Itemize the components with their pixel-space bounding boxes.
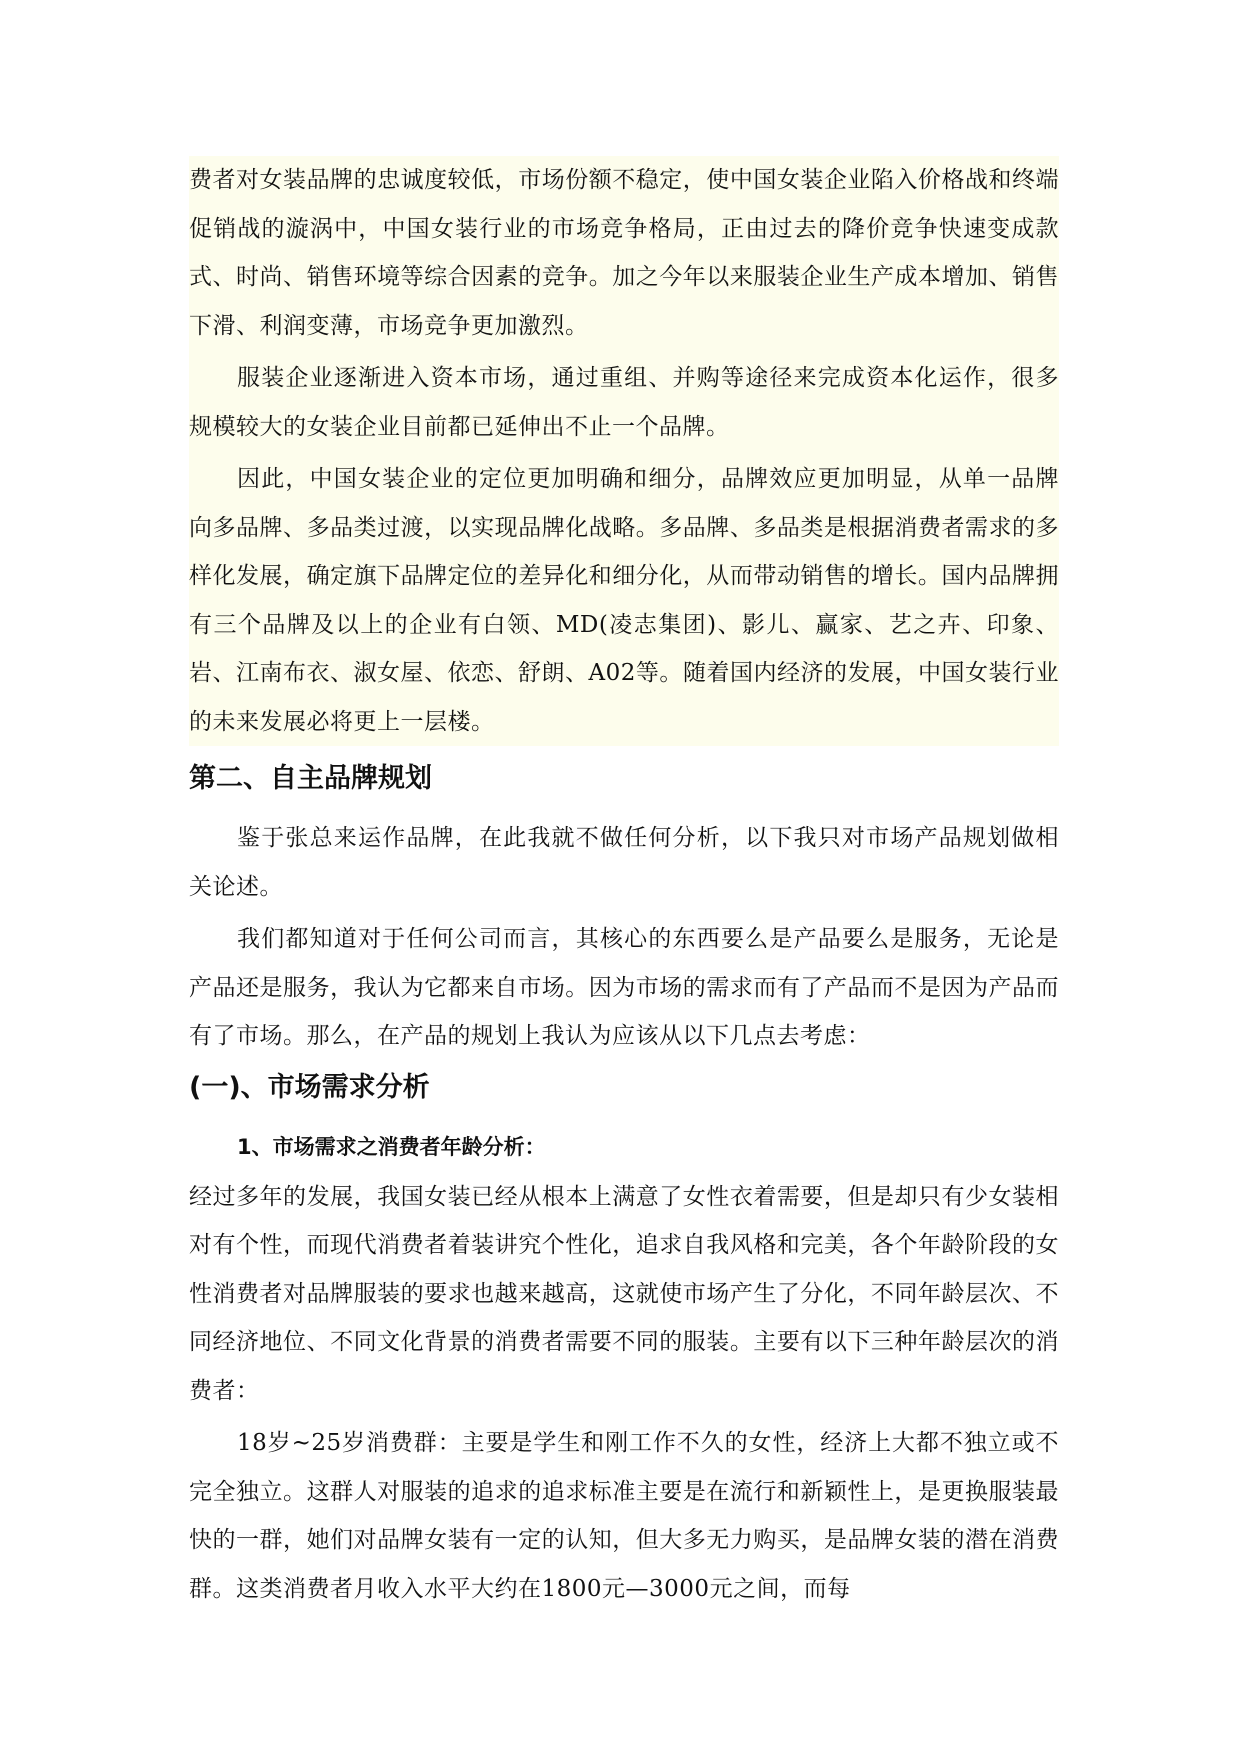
body-paragraph: 因此，中国女装企业的定位更加明确和细分，品牌效应更加明显，从单一品牌向多品牌、多品类过渡，以实现品牌化战略。多品牌、多品类是根据消费者需求的多样化发展，确定旗下品牌定位的差异化和细分化，从而带动销售的增长。国内品牌拥有三个品牌及以上的企业有白领、MD(凌志集团)、影儿、赢家、艺之卉、印象、岩、江南布衣、淑女屋、依恋、舒朗、A02等。随着国内经济的发展，中国女装行业的未来发展必将更上一层楼。 — [189, 466, 1059, 735]
subsection-heading: (一)、市场需求分析 — [189, 1071, 430, 1103]
highlighted-block — [189, 156, 1059, 746]
body-paragraph: 我们都知道对于任何公司而言，其核心的东西要么是产品要么是服务，无论是产品还是服务，我认为它都来自市场。因为市场的需求而有了产品而不是因为产品而有了市场。那么，在产品的规划上我认为应该从以下几点去考虑： — [189, 926, 1059, 1049]
item-heading: 1、市场需求之消费者年龄分析： — [237, 1134, 546, 1159]
body-paragraph: 费者对女装品牌的忠诚度较低，市场份额不稳定，使中国女装企业陷入价格战和终端促销战的漩涡中，中国女装行业的市场竞争格局，正由过去的降价竞争快速变成款式、时尚、销售环境等综合因素的竞争。加之今年以来服装企业生产成本增加、销售下滑、利润变薄，市场竞争更加激烈。 — [189, 167, 1059, 339]
body-paragraph: 经过多年的发展，我国女装已经从根本上满意了女性衣着需要，但是却只有少女装相对有个性，而现代消费者着装讲究个性化，追求自我风格和完美，各个年龄阶段的女性消费者对品牌服装的要求也越来越高，这就使市场产生了分化，不同年龄层次、不同经济地位、不同文化背景的消费者需要不同的服装。主要有以下三种年龄层次的消费者： — [189, 1183, 1059, 1404]
body-paragraph: 鉴于张总来运作品牌，在此我就不做任何分析，以下我只对市场产品规划做相关论述。 — [189, 825, 1059, 900]
body-paragraph: 18岁~25岁消费群：主要是学生和刚工作不久的女性，经济上大都不独立或不完全独立。这群人对服装的追求的追求标准主要是在流行和新颖性上，是更换服装最快的一群，她们对品牌女装有一定的认知，但大多无力购买，是品牌女装的潜在消费群。这类消费者月收入水平大约在1800元—3000元之间，而每 — [189, 1430, 1059, 1602]
body-paragraph: 服装企业逐渐进入资本市场，通过重组、并购等途径来完成资本化运作，很多规模较大的女装企业目前都已延伸出不止一个品牌。 — [189, 365, 1059, 440]
section-heading: 第二、自主品牌规划 — [189, 763, 432, 794]
page-content — [189, 156, 1059, 1613]
